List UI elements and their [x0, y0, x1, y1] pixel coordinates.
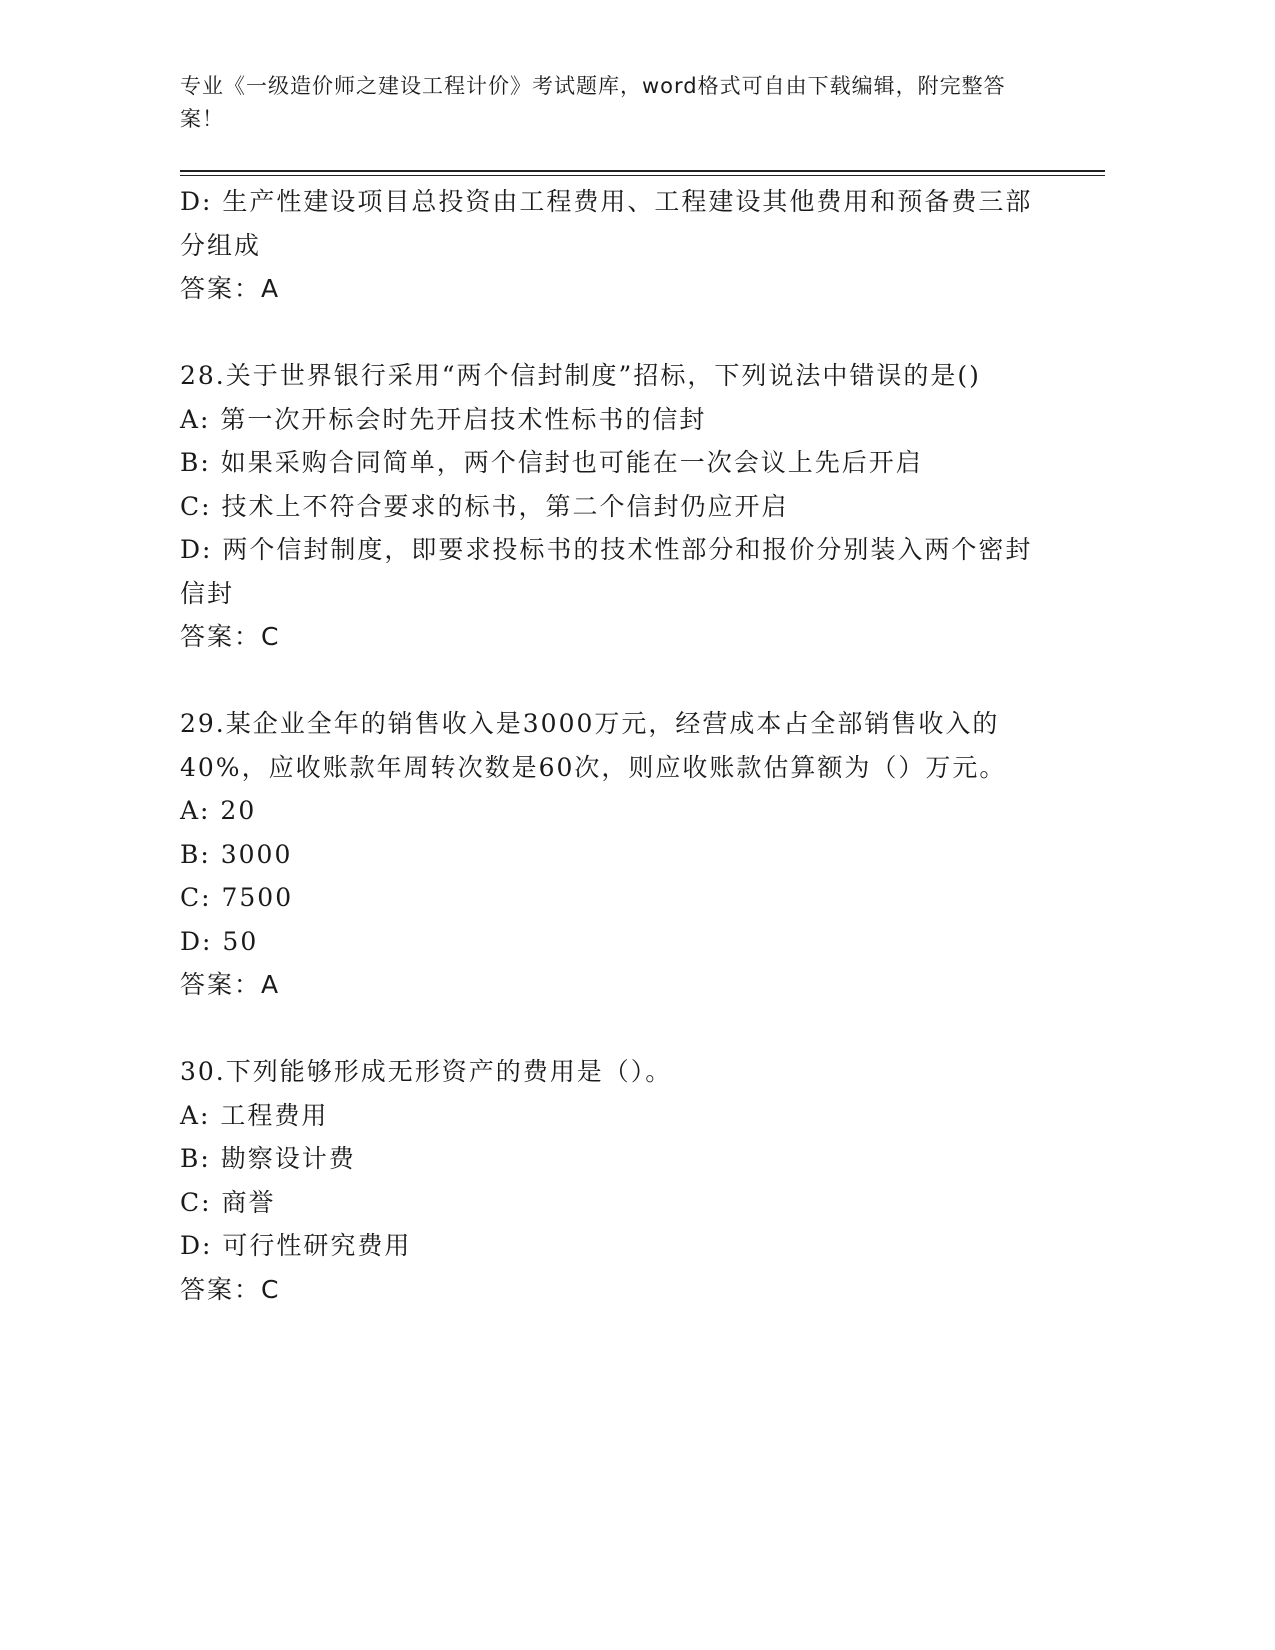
option-d: D: 50: [180, 926, 259, 956]
question-29: [180, 702, 1040, 1007]
spacer: [180, 659, 1040, 703]
option-b: B: 勘察设计费: [180, 1144, 356, 1173]
option-a: A: 工程费用: [180, 1100, 329, 1130]
spacer: [180, 1007, 1040, 1051]
answer: 答案：C: [180, 622, 281, 651]
question-stem: 28.关于世界银行采用“两个信封制度”招标，下列说法中错误的是(): [180, 361, 981, 390]
option-d: D: 两个信封制度，即要求投标书的技术性部分和报价分别装入两个密封信封: [180, 535, 1033, 608]
question-stem: 29.某企业全年的销售收入是3000万元，经营成本占全部销售收入的40%，应收账款年周转次数是60次，则应收账款估算额为（）万元。: [180, 709, 1007, 782]
option-d: D: 生产性建设项目总投资由工程费用、工程建设其他费用和预备费三部分组成: [180, 187, 1033, 260]
answer: 答案：A: [180, 970, 281, 999]
answer: 答案：A: [180, 274, 281, 303]
option-b: B: 如果采购合同简单，两个信封也可能在一次会议上先后开启: [180, 448, 923, 477]
answer: 答案：C: [180, 1274, 281, 1304]
question-stem: 30.下列能够形成无形资产的费用是（）。: [180, 1057, 673, 1086]
option-a: A: 第一次开标会时先开启技术性标书的信封: [180, 404, 707, 434]
option-a: A: 20: [180, 796, 257, 825]
option-c: C: 技术上不符合要求的标书，第二个信封仍应开启: [180, 491, 789, 521]
question-content: [180, 180, 1040, 1311]
document-header: 专业《一级造价师之建设工程计价》考试题库，word格式可自由下载编辑，附完整答案！: [180, 74, 1006, 131]
header-divider-thick: [180, 170, 1105, 172]
question-28: [180, 354, 1040, 659]
spacer: [180, 311, 1040, 355]
option-d: D: 可行性研究费用: [180, 1231, 412, 1260]
question-30: [180, 1050, 1040, 1311]
header-divider-thin: [180, 175, 1105, 176]
option-c: C: 7500: [180, 883, 294, 912]
option-b: B: 3000: [180, 839, 293, 869]
option-c: C: 商誉: [180, 1187, 276, 1217]
